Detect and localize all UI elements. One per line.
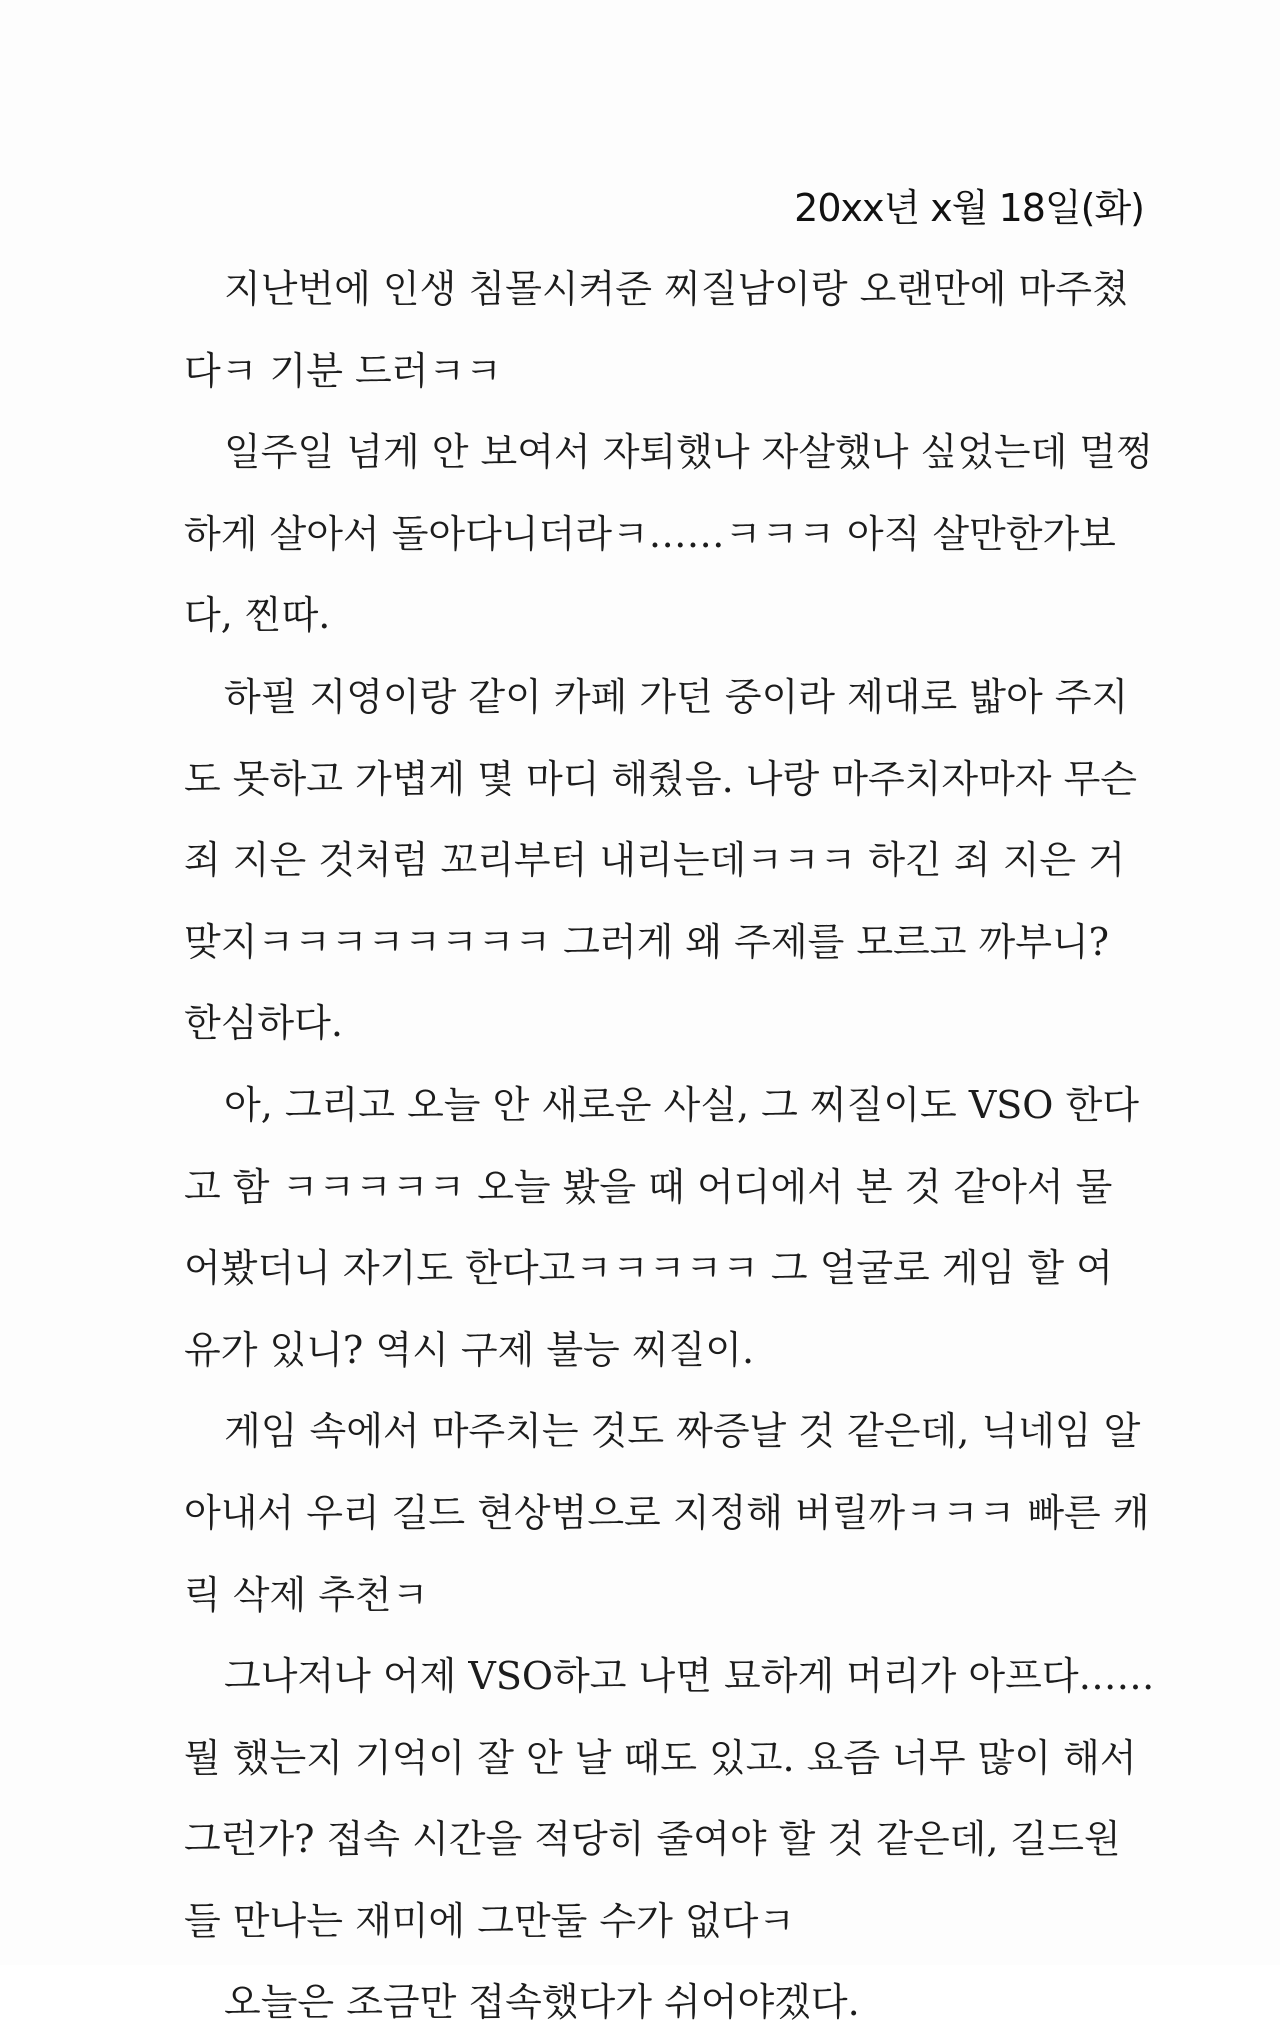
diary-paragraph (184, 1065, 1144, 1391)
text-line: 일주일 넘게 안 보여서 자퇴했나 자살했나 싶었는데 멀쩡 (224, 430, 1153, 475)
diary-paragraph (184, 412, 1153, 657)
text-line: 다ㅋ 기분 드러ㅋㅋ (184, 348, 502, 393)
text-line: 릭 삭제 추천ㅋ (184, 1572, 429, 1617)
diary-date: 20xx년 x월 18일(화) (794, 186, 1144, 230)
text-line: 지난번에 인생 침몰시켜준 찌질남이랑 오랜만에 마주쳤 (224, 267, 1129, 311)
diary-paragraph (184, 1962, 1144, 2044)
diary-paragraph (184, 657, 1144, 1065)
text-line: 유가 있니? 역시 구제 불능 찌질이. (184, 1327, 755, 1372)
text-line: 그나저나 어제 VSO하고 나면 묘하게 머리가 아프다…… (224, 1654, 1155, 1699)
diary-paragraph (184, 1636, 1155, 1962)
text-line: 도 못하고 가볍게 몇 마디 해줬음. 나랑 마주치자마자 무슨 (184, 756, 1137, 801)
diary-body (184, 249, 1155, 2044)
text-line: 그런가? 접속 시간을 적당히 줄여야 할 것 같은데, 길드원 (184, 1817, 1121, 1862)
text-line: 고 함 ㅋㅋㅋㅋㅋ 오늘 봤을 때 어디에서 본 것 같아서 물 (184, 1164, 1113, 1209)
diary-paragraph (184, 1391, 1150, 1636)
text-line: 맞지ㅋㅋㅋㅋㅋㅋㅋㅋ 그러게 왜 주제를 모르고 까부니? (184, 919, 1110, 964)
text-line: 아내서 우리 길드 현상범으로 지정해 버릴까ㅋㅋㅋ 빠른 캐 (184, 1490, 1150, 1535)
text-line: 다, 찐따. (184, 593, 331, 638)
text-line: 게임 속에서 마주치는 것도 짜증날 것 같은데, 닉네임 알 (224, 1409, 1141, 1454)
diary-paragraph (184, 249, 1144, 412)
text-line: 아, 그리고 오늘 안 새로운 사실, 그 찌질이도 VSO 한다 (224, 1082, 1139, 1127)
text-line: 오늘은 조금만 접속했다가 쉬어야겠다. (224, 1980, 860, 2025)
text-line: 어봤더니 자기도 한다고ㅋㅋㅋㅋㅋ 그 얼굴로 게임 할 여 (184, 1246, 1113, 1291)
text-line: 들 만나는 재미에 그만둘 수가 없다ㅋ (184, 1898, 796, 1943)
text-line: 죄 지은 것처럼 꼬리부터 내리는데ㅋㅋㅋ 하긴 죄 지은 거 (184, 838, 1125, 883)
text-line: 하게 살아서 돌아다니더라ㅋ……ㅋㅋㅋ 아직 살만한가보 (184, 511, 1116, 556)
text-line: 한심하다. (184, 1001, 343, 1046)
text-line: 뭘 했는지 기억이 잘 안 날 때도 있고. 요즘 너무 많이 해서 (184, 1735, 1137, 1780)
text-line: 하필 지영이랑 같이 카페 가던 중이라 제대로 밟아 주지 (224, 674, 1129, 719)
